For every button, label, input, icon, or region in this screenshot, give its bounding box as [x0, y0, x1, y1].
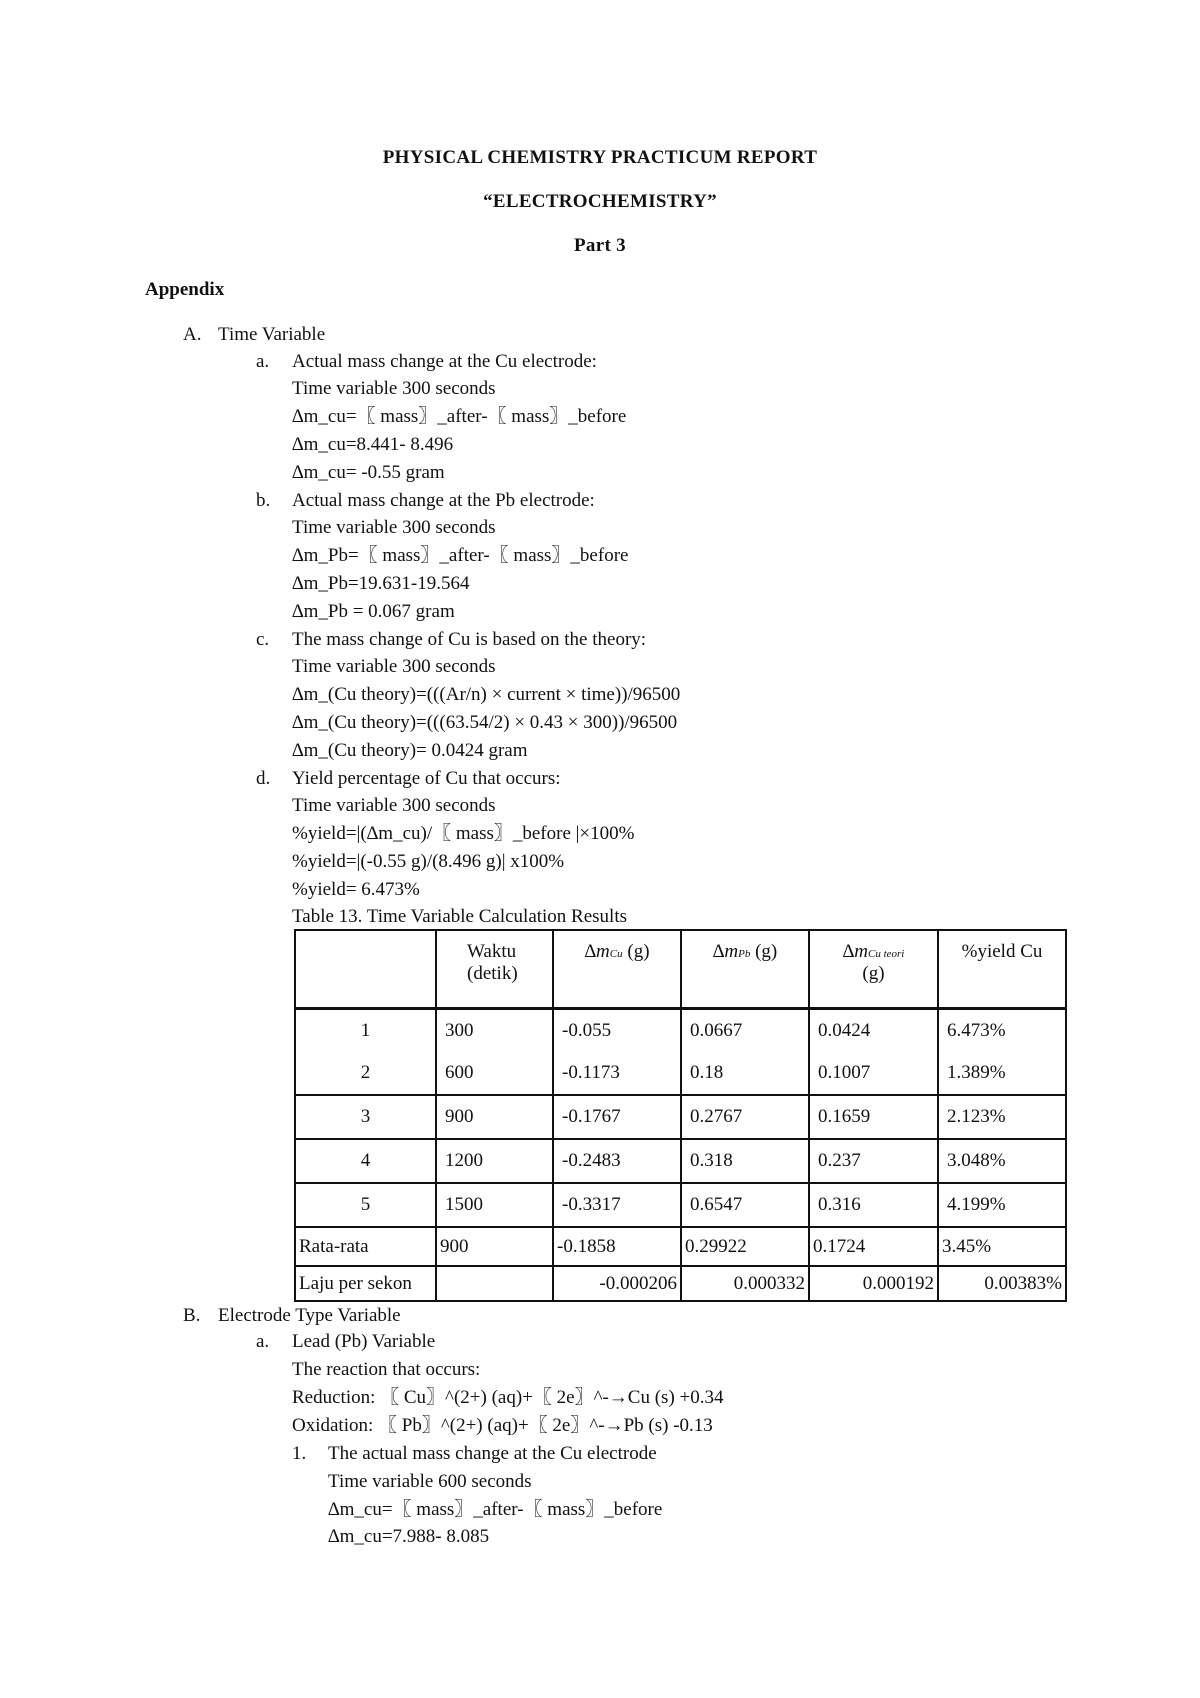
item-b-marker: b.: [256, 490, 271, 511]
cell-dm-teori: 0.0424: [809, 1009, 938, 1053]
table-row: [295, 1009, 1066, 1053]
table-average-row: [295, 1227, 1066, 1266]
item-b-1-line: ∆m_cu=〖 mass〗_after-〖 mass〗_before: [328, 1499, 663, 1520]
cell-dm-pb: 0.6547: [681, 1183, 809, 1227]
item-c-line: ∆m_(Cu theory)=(((Ar/n) × current × time))/96500: [292, 684, 681, 705]
item-b-a-marker: a.: [256, 1331, 270, 1352]
item-d-marker: d.: [256, 768, 271, 789]
item-c-line: Time variable 300 seconds: [292, 656, 496, 677]
cell-average-dm-teori: 0.1724: [809, 1227, 938, 1266]
header-waktu: [436, 930, 553, 1009]
cell-dm-teori: 0.316: [809, 1183, 938, 1227]
item-b-a-line: Reduction: 〖 Cu〗^(2+) (aq)+〖 2e〗^-→Cu (s) +0.34: [292, 1387, 724, 1408]
cell-rate-dm-cu: -0.000206: [553, 1266, 681, 1301]
cell-waktu: 1200: [436, 1139, 553, 1183]
cell-waktu: 300: [436, 1009, 553, 1053]
cell-dm-pb: 0.318: [681, 1139, 809, 1183]
item-d-line: %yield=|(-0.55 g)/(8.496 g)| x100%: [292, 851, 565, 872]
item-a-marker: a.: [256, 351, 270, 372]
item-d-line: Time variable 300 seconds: [292, 795, 496, 816]
item-d-line: %yield=|(∆m_cu)/〖 mass〗_before |×100%: [292, 823, 635, 844]
item-b-1-marker: 1.: [292, 1443, 307, 1464]
header-dm-cu-sub: Cu: [609, 948, 623, 960]
cell-average-yield: 3.45%: [938, 1227, 1066, 1266]
cell-dm-cu: -0.1767: [553, 1095, 681, 1139]
cell-average-dm-cu: -0.1858: [553, 1227, 681, 1266]
cell-dm-pb: 0.18: [681, 1052, 809, 1095]
item-b-line: ∆m_Pb = 0.067 gram: [292, 601, 455, 622]
cell-yield: 6.473%: [938, 1009, 1066, 1053]
item-c-marker: c.: [256, 629, 270, 650]
header-dm-pb-unit: (g): [750, 941, 778, 962]
table-caption: Table 13. Time Variable Calculation Results: [292, 906, 628, 927]
item-b-line: ∆m_Pb=19.631-19.564: [292, 573, 470, 594]
cell-rate-dm-teori: 0.000192: [809, 1266, 938, 1301]
cell-average-label: Rata-rata: [295, 1227, 436, 1266]
report-part: Part 3: [574, 235, 626, 256]
cell-no: 1: [295, 1009, 436, 1053]
cell-waktu: 1500: [436, 1183, 553, 1227]
cell-no: 4: [295, 1139, 436, 1183]
item-a-line: ∆m_cu= -0.55 gram: [292, 462, 445, 483]
header-yield: %yield Cu: [938, 930, 1066, 1009]
cell-average-waktu: 900: [436, 1227, 553, 1266]
item-a-line: Actual mass change at the Cu electrode:: [292, 351, 597, 372]
item-b-1-line: The actual mass change at the Cu electrode: [328, 1443, 657, 1464]
table-row: [295, 1139, 1066, 1183]
cell-average-dm-pb: 0.29922: [681, 1227, 809, 1266]
section-b-marker: B.: [183, 1305, 201, 1326]
table-row: [295, 1095, 1066, 1139]
cell-dm-pb: 0.2767: [681, 1095, 809, 1139]
section-a-marker: A.: [183, 324, 202, 345]
cell-dm-teori: 0.237: [809, 1139, 938, 1183]
section-a-title: Time Variable: [218, 324, 326, 345]
item-b-line: ∆m_Pb=〖 mass〗_after-〖 mass〗_before: [292, 545, 629, 566]
cell-dm-cu: -0.2483: [553, 1139, 681, 1183]
header-waktu-label: Waktu: [467, 941, 517, 962]
header-dm-pb: [681, 930, 809, 1009]
cell-dm-teori: 0.1659: [809, 1095, 938, 1139]
table-header-row: [295, 930, 1066, 1009]
header-dm-teori-unit: (g): [862, 963, 885, 984]
cell-waktu: 600: [436, 1052, 553, 1095]
cell-dm-teori: 0.1007: [809, 1052, 938, 1095]
item-b-a-line: Oxidation: 〖 Pb〗^(2+) (aq)+〖 2e〗^-→Pb (s) -0.13: [292, 1415, 713, 1436]
header-cell-empty: [295, 930, 436, 1009]
cell-no: 3: [295, 1095, 436, 1139]
cell-yield: 3.048%: [938, 1139, 1066, 1183]
item-b-1-line: ∆m_cu=7.988- 8.085: [328, 1526, 490, 1547]
cell-dm-pb: 0.0667: [681, 1009, 809, 1053]
item-c-line: ∆m_(Cu theory)=(((63.54/2) × 0.43 × 300))/96500: [292, 712, 678, 733]
table-row: [295, 1052, 1066, 1095]
table-rate-row: [295, 1266, 1066, 1301]
section-b-title: Electrode Type Variable: [218, 1305, 401, 1326]
header-waktu-unit: (detik): [467, 963, 518, 984]
item-b-line: Time variable 300 seconds: [292, 517, 496, 538]
header-dm-teori: [809, 930, 938, 1009]
header-dm-cu: [553, 930, 681, 1009]
header-dm-pb-sub: Pb: [738, 948, 751, 960]
header-dm-pb-symbol: ∆m: [712, 941, 739, 962]
appendix-heading: Appendix: [145, 279, 225, 300]
cell-yield: 2.123%: [938, 1095, 1066, 1139]
cell-dm-cu: -0.055: [553, 1009, 681, 1053]
item-b-a-line: The reaction that occurs:: [292, 1359, 481, 1380]
item-c-line: The mass change of Cu is based on the theory:: [292, 629, 647, 650]
cell-rate-yield: 0.00383%: [938, 1266, 1066, 1301]
cell-waktu: 900: [436, 1095, 553, 1139]
item-a-line: ∆m_cu=8.441- 8.496: [292, 434, 454, 455]
item-d-line: Yield percentage of Cu that occurs:: [292, 768, 561, 789]
cell-yield: 4.199%: [938, 1183, 1066, 1227]
item-d-line: %yield= 6.473%: [292, 879, 420, 900]
item-a-line: ∆m_cu=〖 mass〗_after-〖 mass〗_before: [292, 406, 627, 427]
header-dm-cu-unit: (g): [622, 941, 650, 962]
cell-dm-cu: -0.1173: [553, 1052, 681, 1095]
header-dm-teori-symbol: ∆m: [842, 941, 868, 962]
cell-no: 5: [295, 1183, 436, 1227]
report-title: PHYSICAL CHEMISTRY PRACTICUM REPORT: [382, 147, 818, 168]
item-c-line: ∆m_(Cu theory)= 0.0424 gram: [292, 740, 528, 761]
cell-no: 2: [295, 1052, 436, 1095]
results-table: [294, 929, 1067, 1302]
cell-dm-cu: -0.3317: [553, 1183, 681, 1227]
item-b-line: Actual mass change at the Pb electrode:: [292, 490, 595, 511]
cell-rate-waktu: [436, 1266, 553, 1301]
report-subtitle: “ELECTROCHEMISTRY”: [483, 191, 717, 212]
item-b-1-line: Time variable 600 seconds: [328, 1471, 532, 1492]
header-dm-teori-sub: Cu teori: [867, 948, 905, 960]
item-b-a-line: Lead (Pb) Variable: [292, 1331, 436, 1352]
header-dm-cu-symbol: ∆m: [584, 941, 610, 962]
item-a-line: Time variable 300 seconds: [292, 378, 496, 399]
cell-rate-dm-pb: 0.000332: [681, 1266, 809, 1301]
cell-yield: 1.389%: [938, 1052, 1066, 1095]
table-row: [295, 1183, 1066, 1227]
cell-rate-label: Laju per sekon: [295, 1266, 436, 1301]
